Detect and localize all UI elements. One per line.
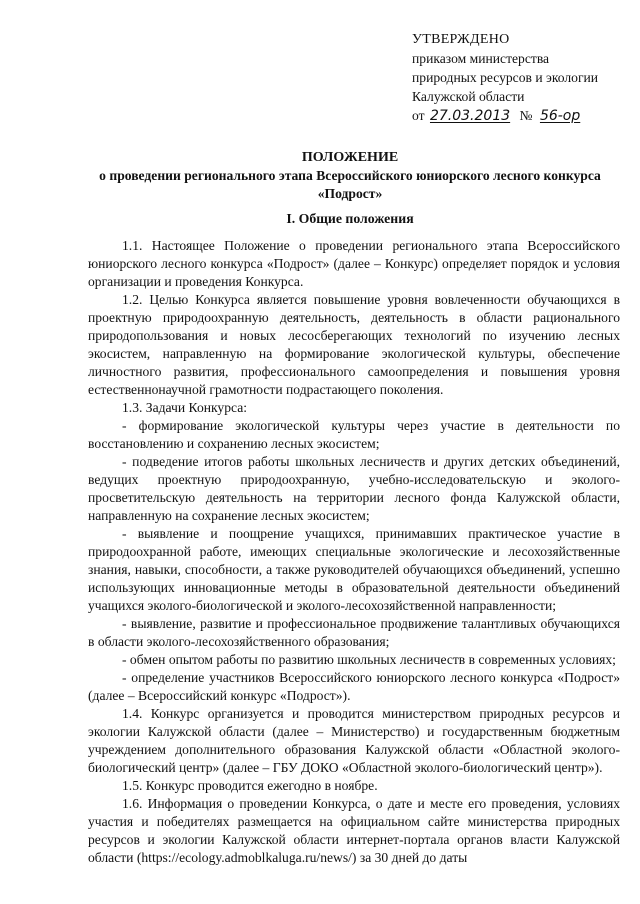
paragraph: 1.4. Конкурс организуется и проводится министерством природных ресурсов и экологии Калужской области (далее – Министерство) и государственным бюджетным учреждением дополнительного образования Калужской области «Областной эколого-биологический центр» (далее – ГБУ ДОКО «Областной эколого-биологический центр»). bbox=[88, 706, 620, 775]
paragraph: 1.6. Информация о проведении Конкурса, о дате и месте его проведения, условиях участия и победителях размещается на официальном сайте министерства природных ресурсов и экологии Калужской области интернет-портала органов власти Калужской области (https://ecology.admoblkaluga.ru/news/) за 30 дней до даты bbox=[88, 796, 620, 865]
date-prefix: от bbox=[412, 108, 425, 123]
document-subtitle: о проведении регионального этапа Всероссийского юниорского лесного конкурса «Подрост» bbox=[99, 168, 601, 201]
order-date: 27.03.2013 bbox=[429, 108, 511, 124]
paragraph: - обмен опытом работы по развитию школьных лесничеств в современных условиях; bbox=[122, 652, 616, 667]
paragraph: 1.2. Целью Конкурса является повышение уровня вовлеченности обучающихся в проектную природоохранную деятельность, деятельность в области рационального природопользования и новых лесосберегающих технологий по изучению лесных экосистем, направленную на формирование экологической культуры, обеспечение личностного развития, профессионального самоопределения и повышения уровня естественнонаучной грамотности подрастающего поколения. bbox=[88, 292, 620, 397]
approval-stamp: УТВЕРЖДЕНО bbox=[412, 32, 510, 47]
approval-line: Калужской области bbox=[412, 89, 525, 104]
title-block bbox=[70, 149, 630, 203]
approval-block bbox=[412, 30, 627, 126]
document-body bbox=[88, 237, 620, 867]
section-heading: I. Общие положения bbox=[286, 211, 414, 226]
number-prefix: № bbox=[519, 108, 533, 123]
approval-line: природных ресурсов и экологии bbox=[412, 70, 599, 85]
paragraph: 1.3. Задачи Конкурса: bbox=[122, 400, 248, 415]
order-date-number bbox=[412, 106, 627, 126]
paragraph: - определение участников Всероссийского юниорского лесного конкурса «Подрост» (далее – Всероссийский конкурс «Подрост»). bbox=[88, 670, 620, 703]
paragraph: - выявление, развитие и профессиональное продвижение талантливых обучающихся в области эколого-лесохозяйственного образования; bbox=[88, 616, 620, 649]
approval-line: приказом министерства bbox=[412, 51, 550, 66]
paragraph: - формирование экологической культуры через участие в деятельности по восстановлению и сохранению лесных экосистем; bbox=[88, 418, 620, 451]
paragraph: - подведение итогов работы школьных лесничеств и других детских объединений, ведущих проектную природоохранную, учебно-исследовательскую и эколого-просветительскую деятельность на территории лесного фонда Калужской области, направленную на сохранение лесных экосистем; bbox=[88, 454, 620, 523]
order-number: 56-ор bbox=[539, 108, 581, 124]
paragraph: 1.5. Конкурс проводится ежегодно в ноябре. bbox=[122, 778, 378, 793]
paragraph: 1.1. Настоящее Положение о проведении регионального этапа Всероссийского юниорского лесного конкурса «Подрост» (далее – Конкурс) определяет порядок и условия организации и проведения Конкурса. bbox=[88, 238, 620, 289]
document-title: ПОЛОЖЕНИЕ bbox=[301, 150, 399, 165]
paragraph: - выявление и поощрение учащихся, принимавших практическое участие в природоохранной работе, имеющих специальные экологические и лесохозяйственные знания, навыки, способности, а также руководителей обучающихся объединений, успешно использующих инновационные методы в образовательной деятельности объединений учащихся эколого-биологической и эколого-лесохозяйственной направленности; bbox=[88, 526, 620, 613]
